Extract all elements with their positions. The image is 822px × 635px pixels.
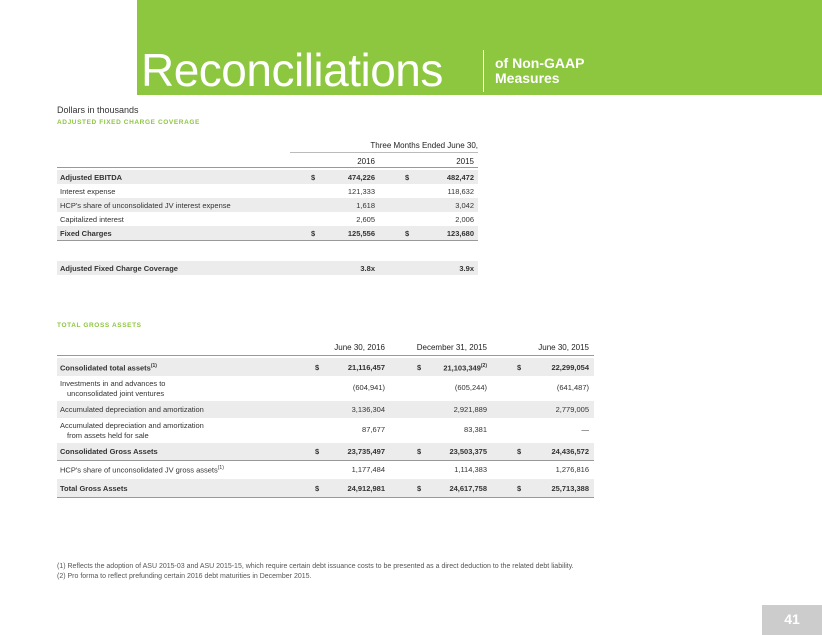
value-dec2015 <box>395 484 487 493</box>
row-label-text: Investments in and advances to <box>60 379 166 388</box>
gross-row <box>57 358 594 376</box>
dollar-sign: $ <box>405 173 410 182</box>
fixed-row <box>57 261 478 275</box>
units-note: Dollars in thousands <box>57 105 139 115</box>
header-banner-gap <box>0 0 137 95</box>
row-label-text: Consolidated total assets <box>60 363 151 373</box>
value-2016: 3.8x <box>360 264 375 273</box>
gross-row <box>57 376 594 401</box>
fixed-header-rule <box>57 167 478 168</box>
page-title: Reconciliations <box>141 44 443 96</box>
value-jun2015: — <box>581 425 589 434</box>
value-2015: 2,006 <box>455 215 474 224</box>
value-jun2016: 21,116,457 <box>347 363 385 372</box>
value-text: 23,503,375 <box>449 447 487 456</box>
value-text: 83,381 <box>464 425 487 434</box>
subtitle-line-1: of Non-GAAP <box>495 55 585 71</box>
value-text: 24,617,758 <box>449 484 487 493</box>
row-label <box>60 421 204 430</box>
row-label-line2: from assets held for sale <box>67 431 149 440</box>
value-text: 21,103,349 <box>443 363 481 373</box>
value-jun2016: 23,735,497 <box>347 447 385 456</box>
value-2015: 123,680 <box>446 229 474 238</box>
row-label-text: Consolidated Gross Assets <box>60 447 158 456</box>
footnote-2: (2) Pro forma to reflect prefunding certain 2016 debt maturities in December 2015. <box>57 573 312 580</box>
value-2015: 3,042 <box>455 201 474 210</box>
row-label <box>60 484 128 493</box>
value-dec2015 <box>395 465 487 474</box>
value-dec2015 <box>395 383 487 392</box>
row-label-text: HCP's share of unconsolidated JV gross assets <box>60 465 218 475</box>
row-label <box>60 363 157 373</box>
dollar-sign: $ <box>517 484 522 493</box>
row-label: HCP's share of unconsolidated JV interest expense <box>60 201 231 210</box>
fixed-row <box>57 212 478 226</box>
fixed-row <box>57 198 478 212</box>
subtitle-line-2: Measures <box>495 70 560 86</box>
value-jun2015: 22,299,054 <box>551 363 589 372</box>
gross-row <box>57 443 594 460</box>
fixed-total-rule <box>57 240 478 241</box>
value-2016: 2,605 <box>356 215 375 224</box>
dollar-sign: $ <box>517 363 522 372</box>
gross-row <box>57 418 594 443</box>
dollar-sign: $ <box>315 363 320 372</box>
title-divider <box>483 50 484 92</box>
row-label-text: Accumulated depreciation and amortization <box>60 421 204 430</box>
row-label: Adjusted Fixed Charge Coverage <box>60 264 178 273</box>
value-dec2015 <box>395 363 487 373</box>
value-2016: 1,618 <box>356 201 375 210</box>
footnote-1: (1) Reflects the adoption of ASU 2015-03 and ASU 2015-15, which require certain debt issuance costs to be presented as a direct deduction to the related debt liability. <box>57 563 574 570</box>
fixed-col-2016: 2016 <box>357 157 375 166</box>
value-text: (605,244) <box>454 383 487 392</box>
dollar-sign: $ <box>311 173 316 182</box>
value-2016: 121,333 <box>347 187 375 196</box>
value-jun2015: 1,276,816 <box>555 465 589 474</box>
row-label-line2: unconsolidated joint ventures <box>67 389 165 398</box>
value-jun2016: 87,677 <box>362 425 385 434</box>
dollar-sign: $ <box>311 229 316 238</box>
value-2016: 474,226 <box>347 173 375 182</box>
value-jun2016: 24,912,981 <box>347 484 385 493</box>
row-label: Adjusted EBITDA <box>60 173 123 182</box>
footnote-ref: (1) <box>150 363 157 369</box>
value-jun2015: (641,487) <box>556 383 589 392</box>
gross-row <box>57 401 594 418</box>
value-text: 1,114,383 <box>454 465 487 474</box>
value-text: 2,921,889 <box>453 405 487 414</box>
dollar-sign: $ <box>417 484 422 493</box>
footnote-ref: (1) <box>217 465 224 471</box>
dollar-sign: $ <box>315 447 320 456</box>
value-jun2015: 25,713,388 <box>551 484 589 493</box>
row-label: Fixed Charges <box>60 229 112 238</box>
gross-assets-section-title: TOTAL GROSS ASSETS <box>57 322 142 329</box>
row-label <box>60 465 224 475</box>
page-subtitle <box>495 56 584 86</box>
dollar-sign: $ <box>417 447 422 456</box>
row-label-text: Accumulated depreciation and amortization <box>60 405 204 414</box>
row-label <box>60 405 204 414</box>
period-header: Three Months Ended June 30, <box>370 141 478 150</box>
dollar-sign: $ <box>315 484 320 493</box>
footnote-ref: (2) <box>480 363 487 369</box>
row-label <box>60 379 165 388</box>
fixed-row <box>57 184 478 198</box>
value-2015: 118,632 <box>447 187 474 196</box>
gross-col-jun2016: June 30, 2016 <box>334 343 385 352</box>
gross-row <box>57 479 594 497</box>
value-2015: 3.9x <box>459 264 474 273</box>
gross-header-rule <box>57 355 594 356</box>
fixed-row <box>57 226 478 240</box>
row-label-text: Total Gross Assets <box>60 484 128 493</box>
fixed-charge-section-title: ADJUSTED FIXED CHARGE COVERAGE <box>57 119 200 126</box>
value-2016: 125,556 <box>347 229 375 238</box>
dollar-sign: $ <box>417 363 422 372</box>
value-jun2016: 1,177,484 <box>351 465 385 474</box>
gross-row <box>57 460 594 479</box>
dollar-sign: $ <box>517 447 522 456</box>
row-label: Capitalized interest <box>60 215 124 224</box>
row-label <box>60 447 158 456</box>
gross-col-dec2015: December 31, 2015 <box>416 343 487 352</box>
row-label: Interest expense <box>60 187 116 196</box>
page-number: 41 <box>784 611 800 627</box>
fixed-col-2015: 2015 <box>456 157 474 166</box>
value-jun2016: (604,941) <box>352 383 385 392</box>
value-dec2015 <box>395 425 487 434</box>
fixed-row <box>57 170 478 184</box>
value-2015: 482,472 <box>446 173 474 182</box>
value-jun2015: 24,436,572 <box>551 447 589 456</box>
value-dec2015 <box>395 447 487 456</box>
dollar-sign: $ <box>405 229 410 238</box>
value-dec2015 <box>395 405 487 414</box>
value-jun2016: 3,136,304 <box>351 405 385 414</box>
page-number-box <box>762 605 822 635</box>
period-header-rule <box>290 152 478 153</box>
gross-total-rule <box>57 497 594 498</box>
value-jun2015: 2,779,005 <box>555 405 589 414</box>
gross-col-jun2015: June 30, 2015 <box>538 343 589 352</box>
